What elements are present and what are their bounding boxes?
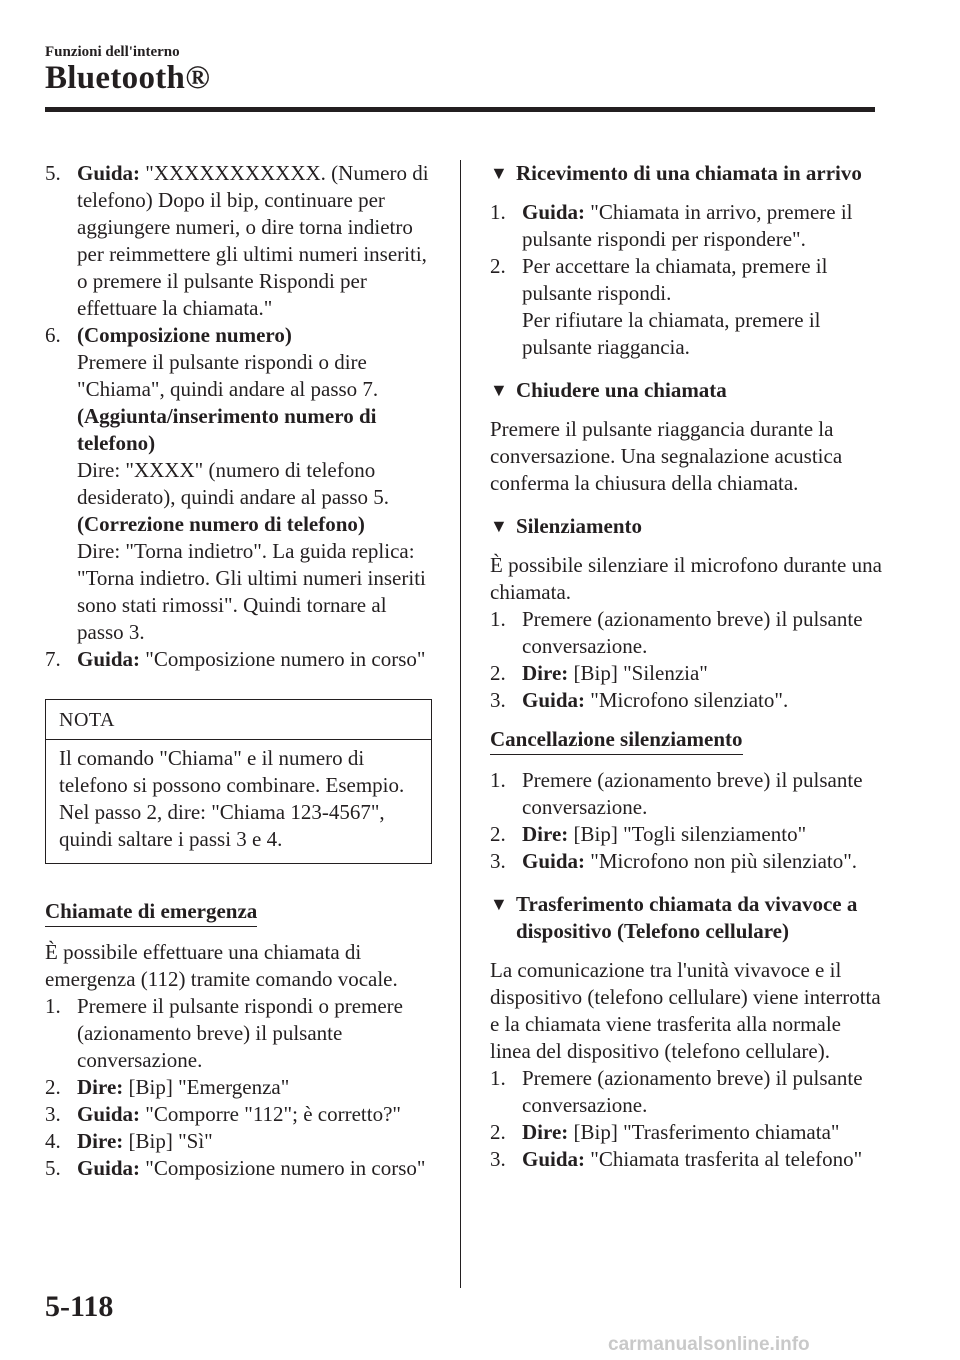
step-number: 2. [45, 1075, 61, 1099]
title-rule [45, 107, 875, 112]
heading-text: Chiudere una chiamata [516, 378, 727, 402]
step-text: [Bip] "Trasferimento chiamata" [573, 1120, 840, 1144]
step-text: Premere il pulsante rispondi o dire "Chiama", quindi andare al passo 7. [77, 350, 379, 401]
heading-text: Trasferimento chiamata da vivavoce a dispositivo (Telefono cellulare) [516, 892, 858, 943]
page-title: Bluetooth® [45, 60, 211, 96]
end-call-text: Premere il pulsante riaggancia durante la conversazione. Una segnalazione acustica conferma la chiusura della chiamata. [490, 417, 843, 495]
triangle-bullet-icon: ▼ [490, 516, 508, 536]
emergency-step [45, 1155, 437, 1182]
step-label: Dire: [522, 822, 569, 846]
step-number: 7. [45, 647, 61, 671]
end-call-heading [490, 377, 882, 404]
nota-text: Il comando "Chiama" e il numero di telefono si possono combinare. Esempio. Nel passo 2, dire: "Chiama 123-4567", quindi saltare i passi 3 e 4. [59, 746, 405, 851]
heading-text: Silenziamento [516, 514, 642, 538]
transfer-step [490, 1146, 882, 1173]
step-text: Premere (azionamento breve) il pulsante conversazione. [522, 607, 863, 658]
step-label: Dire: [77, 1129, 124, 1153]
mute-heading [490, 513, 882, 540]
step-5 [45, 160, 437, 322]
step-number: 1. [490, 607, 506, 631]
heading-text: Ricevimento di una chiamata in arrivo [516, 161, 862, 185]
step-extra-text: Per rifiutare la chiamata, premere il pulsante riaggancia. [522, 308, 821, 359]
step-number: 6. [45, 323, 61, 347]
step-text: "Chiamata in arrivo, premere il pulsante rispondi per rispondere". [522, 200, 853, 251]
step-sub-label: (Correzione numero di telefono) [77, 512, 365, 536]
step-sub-label: (Aggiunta/inserimento numero di telefono) [77, 404, 377, 455]
step-text: "Chiamata trasferita al telefono" [590, 1147, 863, 1171]
step-6 [45, 322, 437, 646]
step-label: Guida: [522, 849, 586, 873]
step-number: 3. [490, 849, 506, 873]
step-text: "Composizione numero in corso" [145, 647, 426, 671]
step-text: [Bip] "Emergenza" [128, 1075, 290, 1099]
step-text: Premere (azionamento breve) il pulsante conversazione. [522, 768, 863, 819]
step-number: 4. [45, 1129, 61, 1153]
step-label: Guida: [522, 200, 586, 224]
nota-title: NOTA [46, 700, 431, 740]
incoming-step [490, 199, 882, 253]
triangle-bullet-icon: ▼ [490, 894, 508, 914]
right-column [490, 160, 882, 1173]
step-label: Guida: [522, 688, 586, 712]
triangle-bullet-icon: ▼ [490, 163, 508, 183]
step-text: Premere il pulsante rispondi o premere (azionamento breve) il pulsante conversazione. [77, 994, 403, 1072]
unmute-step [490, 821, 882, 848]
step-label: Dire: [522, 661, 569, 685]
step-number: 1. [45, 994, 61, 1018]
step-number: 2. [490, 822, 506, 846]
emergency-step [45, 1128, 437, 1155]
mute-step [490, 687, 882, 714]
step-label: (Composizione numero) [77, 323, 292, 347]
step-text: [Bip] "Togli silenziamento" [573, 822, 807, 846]
step-text: Per accettare la chiamata, premere il pulsante rispondi. [522, 254, 828, 305]
nota-box [45, 699, 432, 864]
step-label: Dire: [77, 1075, 124, 1099]
column-divider [460, 160, 461, 1288]
step-label: Dire: [522, 1120, 569, 1144]
step-number: 1. [490, 200, 506, 224]
step-7 [45, 646, 437, 673]
unmute-heading: Cancellazione silenziamento [490, 727, 743, 755]
step-number: 2. [490, 1120, 506, 1144]
step-number: 3. [490, 1147, 506, 1171]
emergency-intro: È possibile effettuare una chiamata di emergenza (112) tramite comando vocale. [45, 940, 398, 991]
triangle-bullet-icon: ▼ [490, 380, 508, 400]
transfer-intro: La comunicazione tra l'unità vivavoce e il dispositivo (telefono cellulare) viene interrotta e la chiamata viene trasferita alla normale linea del dispositivo (telefono cellulare). [490, 958, 881, 1063]
step-text: "XXXXXXXXXXX. (Numero di telefono) Dopo il bip, continuare per aggiungere numeri, o dire torna indietro per reimmettere gli ultimi numeri inseriti, o premere il pulsante Rispondi per effettuare la chiamata." [77, 161, 429, 320]
step-label: Guida: [77, 1156, 141, 1180]
mute-intro: È possibile silenziare il microfono durante una chiamata. [490, 553, 882, 604]
step-label: Guida: [77, 161, 141, 185]
emergency-step [45, 993, 437, 1074]
mute-step [490, 660, 882, 687]
step-text: [Bip] "Sì" [128, 1129, 213, 1153]
step-number: 3. [490, 688, 506, 712]
transfer-step [490, 1065, 882, 1119]
step-number: 2. [490, 661, 506, 685]
step-sub-text: Dire: "XXXX" (numero di telefono desiderato), quindi andare al passo 5. [77, 458, 389, 509]
transfer-step [490, 1119, 882, 1146]
step-text: "Composizione numero in corso" [145, 1156, 426, 1180]
incoming-step [490, 253, 882, 361]
step-sub-text: Dire: "Torna indietro". La guida replica: "Torna indietro. Gli ultimi numeri inseriti sono stati rimossi". Quindi tornare al passo 3. [77, 539, 426, 644]
watermark[interactable]: carmanualsonline.info [608, 1334, 810, 1355]
step-number: 5. [45, 1156, 61, 1180]
page-number: 5-118 [45, 1290, 114, 1323]
emergency-heading: Chiamate di emergenza [45, 899, 257, 927]
step-label: Guida: [522, 1147, 586, 1171]
step-text: "Microfono silenziato". [590, 688, 789, 712]
emergency-step [45, 1101, 437, 1128]
transfer-heading [490, 891, 882, 945]
unmute-step [490, 848, 882, 875]
left-column [45, 160, 437, 1182]
step-label: Guida: [77, 647, 141, 671]
step-number: 5. [45, 161, 61, 185]
step-number: 2. [490, 254, 506, 278]
section-label: Funzioni dell'interno [45, 44, 180, 60]
step-number: 3. [45, 1102, 61, 1126]
step-text: "Microfono non più silenziato". [590, 849, 858, 873]
mute-step [490, 606, 882, 660]
incoming-heading [490, 160, 882, 187]
step-label: Guida: [77, 1102, 141, 1126]
emergency-step [45, 1074, 437, 1101]
step-text: [Bip] "Silenzia" [573, 661, 708, 685]
step-text: "Comporre "112"; è corretto?" [145, 1102, 401, 1126]
step-text: Premere (azionamento breve) il pulsante conversazione. [522, 1066, 863, 1117]
unmute-step [490, 767, 882, 821]
step-number: 1. [490, 1066, 506, 1090]
step-number: 1. [490, 768, 506, 792]
